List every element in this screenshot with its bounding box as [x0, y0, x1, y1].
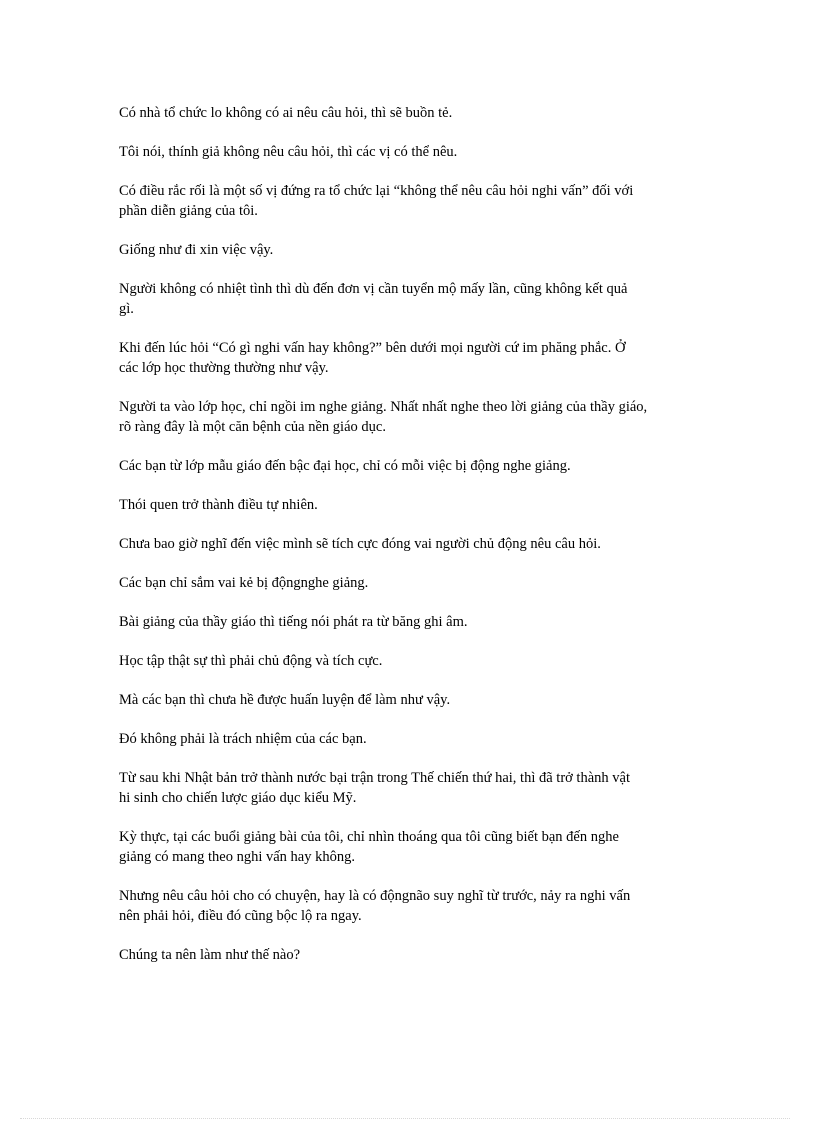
- paragraph-line: hi sinh cho chiến lược giáo dục kiểu Mỹ.: [119, 790, 357, 806]
- paragraph-line: Có điều rắc rối là một số vị đứng ra tổ chức lại “không thể nêu câu hỏi nghi vấn” đối với: [119, 183, 634, 199]
- paragraph-line: Bài giảng của thầy giáo thì tiếng nói phát ra từ băng ghi âm.: [119, 614, 468, 630]
- paragraph-line: Thói quen trở thành điều tự nhiên.: [119, 497, 318, 513]
- paragraph-line: gì.: [119, 301, 134, 317]
- paragraph: [119, 945, 699, 965]
- paragraph: [119, 495, 699, 515]
- paragraph-line: phần diễn giảng của tôi.: [119, 203, 258, 219]
- paragraph-line: Học tập thật sự thì phải chủ động và tích cực.: [119, 653, 383, 669]
- paragraph: [119, 456, 699, 476]
- paragraph-line: Có nhà tổ chức lo không có ai nêu câu hỏi, thì sẽ buồn tẻ.: [119, 105, 453, 121]
- paragraph: [119, 142, 699, 162]
- paragraph-line: Khi đến lúc hỏi “Có gì nghi vấn hay không?” bên dưới mọi người cứ im phăng phắc. Ở: [119, 340, 626, 356]
- paragraph-line: các lớp học thường thường như vậy.: [119, 360, 329, 376]
- paragraph: [119, 279, 699, 319]
- paragraph-line: Chưa bao giờ nghĩ đến việc mình sẽ tích cực đóng vai người chủ động nêu câu hỏi.: [119, 536, 601, 552]
- paragraph-line: Giống như đi xin việc vậy.: [119, 242, 274, 258]
- paragraph-line: Các bạn chỉ sắm vai kẻ bị độngnghe giảng.: [119, 575, 369, 591]
- paragraph-line: Kỳ thực, tại các buổi giảng bài của tôi, chỉ nhìn thoáng qua tôi cũng biết bạn đến nghe: [119, 829, 619, 845]
- paragraph: [119, 612, 699, 632]
- paragraph-line: Mà các bạn thì chưa hề được huấn luyện để làm như vậy.: [119, 692, 451, 708]
- paragraph: [119, 397, 699, 437]
- paragraph: [119, 768, 699, 808]
- page-bottom-border: [20, 1118, 790, 1119]
- paragraph-line: Chúng ta nên làm như thế nào?: [119, 947, 301, 963]
- paragraph-line: rõ ràng đây là một căn bệnh của nền giáo dục.: [119, 419, 386, 435]
- paragraph: [119, 886, 699, 926]
- paragraph-line: Các bạn từ lớp mẫu giáo đến bậc đại học, chỉ có mỗi việc bị động nghe giảng.: [119, 458, 571, 474]
- paragraph: [119, 729, 699, 749]
- paragraph: [119, 338, 699, 378]
- paragraph-line: Người ta vào lớp học, chỉ ngồi im nghe giảng. Nhất nhất nghe theo lời giảng của thầy giáo,: [119, 399, 648, 415]
- paragraph: [119, 573, 699, 593]
- paragraph-line: Từ sau khi Nhật bản trở thành nước bại trận trong Thế chiến thứ hai, thì đã trở thành vật: [119, 770, 630, 786]
- paragraph: [119, 181, 699, 221]
- paragraph: [119, 240, 699, 260]
- paragraph-line: Tôi nói, thính giả không nêu câu hỏi, thì các vị có thể nêu.: [119, 144, 458, 160]
- paragraph: [119, 827, 699, 867]
- paragraph: [119, 690, 699, 710]
- paragraph-line: Người không có nhiệt tình thì dù đến đơn vị cần tuyển mộ mấy lần, cũng không kết quả: [119, 281, 628, 297]
- paragraph: [119, 103, 699, 123]
- paragraph-line: giảng có mang theo nghi vấn hay không.: [119, 849, 355, 865]
- paragraph-line: nên phải hỏi, điều đó cũng bộc lộ ra ngay.: [119, 908, 362, 924]
- paragraph-line: Nhưng nêu câu hỏi cho có chuyện, hay là có độngnão suy nghĩ từ trước, nảy ra nghi vấn: [119, 888, 631, 904]
- document-body: [119, 103, 699, 984]
- paragraph: [119, 534, 699, 554]
- paragraph: [119, 651, 699, 671]
- paragraph-line: Đó không phải là trách nhiệm của các bạn.: [119, 731, 367, 747]
